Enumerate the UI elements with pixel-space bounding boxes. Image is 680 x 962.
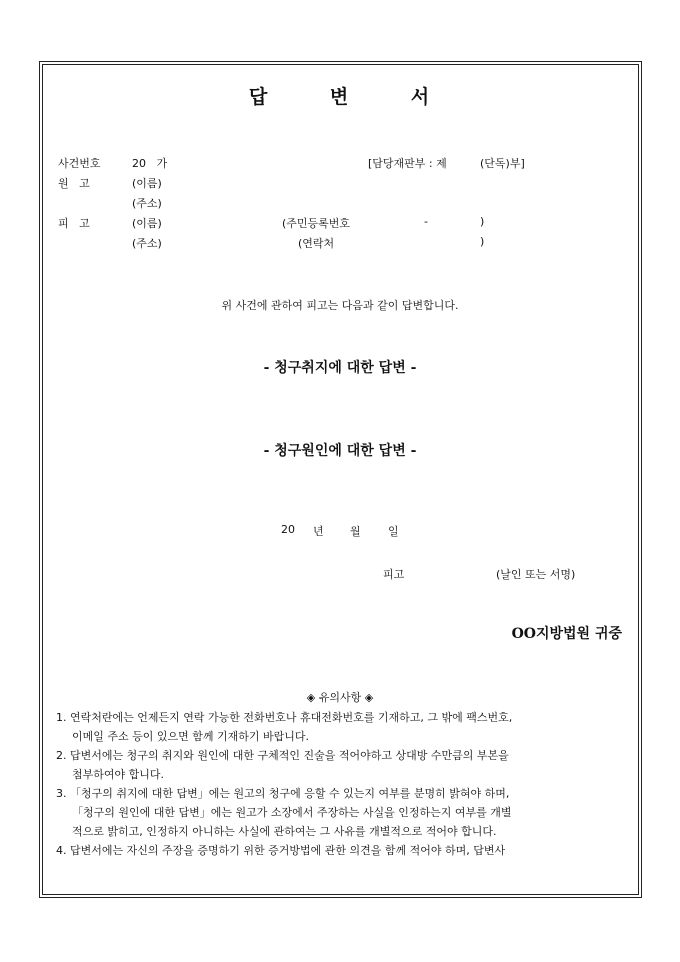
date-year: 20: [281, 523, 295, 536]
intro-sentence: 위 사건에 관하여 피고는 다음과 같이 답변합니다.: [221, 299, 459, 312]
note-item: [56, 841, 628, 860]
note-2-line-1: 2. 답변서에는 청구의 취지와 원인에 대한 구체적인 진술을 적어야하고 상대방 수만큼의 부본을: [56, 749, 509, 762]
division-suffix: (단독)부]: [480, 157, 525, 170]
section-claim-cause-heading: - 청구원인에 대한 답변 -: [263, 443, 417, 459]
note-1-line-1: 1. 연락처란에는 언제든지 연락 가능한 전화번호나 휴대전화번호를 기재하고, 그 밖에 팩스번호,: [56, 711, 513, 724]
title-char-1: 답: [248, 86, 270, 108]
court-addressee: OO지방법원 귀중: [511, 626, 622, 642]
signature-role: 피고: [383, 568, 405, 581]
section-claim-purpose-heading: - 청구취지에 대한 답변 -: [263, 360, 417, 376]
division-label: [담당재판부 : 제: [368, 157, 447, 170]
date-day-unit: 일: [388, 525, 399, 538]
defendant-id-dash: -: [424, 215, 428, 228]
note-1-line-2: 이메일 주소 등이 있으면 함께 기재하기 바랍니다.: [72, 730, 309, 743]
date-month-unit: 월: [350, 525, 361, 538]
title-char-3: 서: [410, 86, 432, 108]
date-year-unit: 년: [313, 525, 324, 538]
case-number-label: 사건번호: [58, 157, 101, 170]
title-char-2: 변: [329, 86, 351, 108]
note-3-line-1: 3. 「청구의 취지에 대한 답변」에는 원고의 청구에 응할 수 있는지 여부를 분명히 밝혀야 하며,: [56, 787, 510, 800]
defendant-id-close: ): [480, 215, 485, 228]
signature-seal-note: (날인 또는 서명): [496, 568, 576, 581]
note-3-line-3: 적으로 밝히고, 인정하지 아니하는 사실에 관하여는 그 사유를 개별적으로 적어야 합니다.: [72, 825, 497, 838]
plaintiff-name: (이름): [132, 177, 162, 190]
defendant-name: (이름): [132, 217, 162, 230]
defendant-contact-close: ): [480, 235, 485, 248]
note-item: [56, 746, 628, 784]
note-2-line-2: 첨부하여야 합니다.: [72, 768, 165, 781]
case-number-value: 20 가: [132, 157, 168, 170]
note-3-line-2: 「청구의 원인에 대한 답변」에는 원고가 소장에서 주장하는 사실을 인정하는지 여부를 개별: [72, 806, 512, 819]
defendant-label: 피 고: [58, 217, 90, 230]
note-item: [56, 784, 628, 841]
note-item: [56, 708, 628, 746]
defendant-address: (주소): [132, 237, 162, 250]
defendant-id-label: (주민등록번호: [282, 217, 351, 230]
document-title: [0, 82, 680, 109]
notes-title: ◈ 유의사항 ◈: [306, 691, 374, 704]
note-4-line-1: 4. 답변서에는 자신의 주장을 증명하기 위한 증거방법에 관한 의견을 함께 적어야 하며, 답변사: [56, 844, 506, 857]
plaintiff-label: 원 고: [58, 177, 90, 190]
plaintiff-address: (주소): [132, 197, 162, 210]
defendant-contact-label: (연락처: [298, 237, 335, 250]
